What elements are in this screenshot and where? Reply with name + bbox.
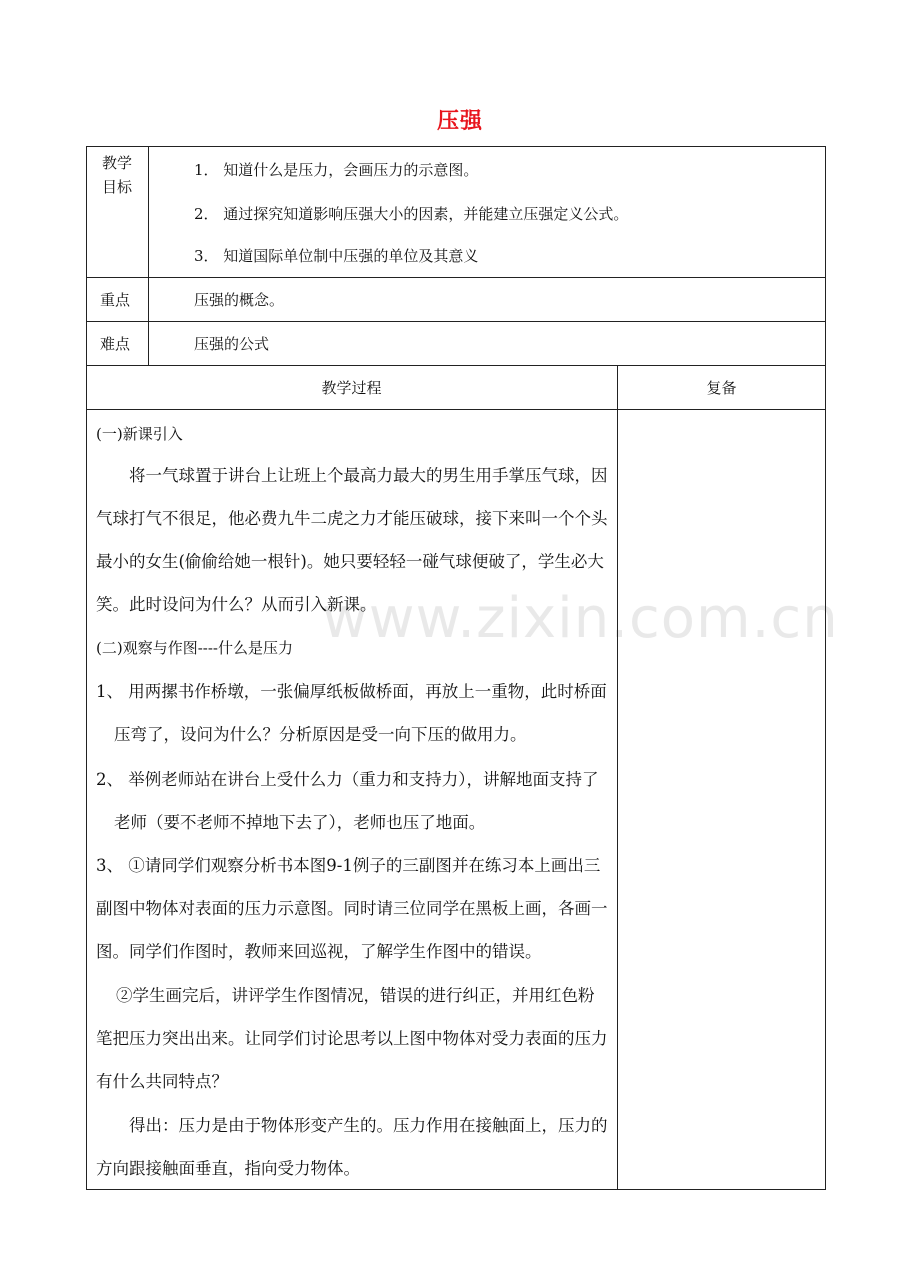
page-title: 压强 xyxy=(436,109,483,134)
objectives-label-line2: 目标 xyxy=(102,178,133,196)
conclusion-paragraph: 得出：压力是由于物体形变产生的。压力作用在接触面上，压力的方向跟接触面垂直，指向受力物体。 xyxy=(96,1116,608,1178)
step-3-paragraph: 3、 ①请同学们观察分析书本图9-1例子的三副图并在练习本上画出三副图中物体对表面的压力示意图。同时请三位同学在黑板上画，各画一图。同学们作图时，教师来回巡视，了解学生作图中的错误。 xyxy=(96,856,608,961)
step-1-paragraph: 1、 用两摞书作桥墩，一张偏厚纸板做桥面，再放上一重物，此时桥面压弯了，设问为什么？分析原因是受一向下压的做用力。 xyxy=(96,682,607,744)
row-divider-key-point xyxy=(86,321,826,322)
objective-item-2: 2． 通过探究知道影响压强大小的因素，并能建立压强定义公式。 xyxy=(194,205,629,223)
col-divider-review xyxy=(617,365,618,1190)
key-point-content: 压强的概念。 xyxy=(194,291,285,309)
objectives-label-line1: 教学 xyxy=(102,154,133,172)
row-divider-header xyxy=(86,409,826,410)
col-divider-label xyxy=(148,146,149,365)
key-point-label: 重点 xyxy=(100,291,131,309)
row-divider-objectives xyxy=(86,277,826,278)
row-divider-difficulty xyxy=(86,365,826,366)
section-intro-heading: (一)新课引入 xyxy=(96,425,183,443)
watermark: www.zixin.com.cn xyxy=(322,586,839,651)
review-header: 复备 xyxy=(706,379,737,397)
step-2-paragraph: 2、 举例老师站在讲台上受什么力（重力和支持力），讲解地面支持了老师（要不老师不掉地下去了），老师也压了地面。 xyxy=(96,770,599,832)
intro-paragraph: 将一气球置于讲台上让班上个最高力最大的男生用手掌压气球，因气球打气不很足，他必费九牛二虎之力才能压破球，接下来叫一个个头最小的女生(偷偷给她一根针)。她只要轻轻一碰气球便破了，学生必大笑。此时设问为什么？从而引入新课。 xyxy=(96,466,608,614)
difficulty-content: 压强的公式 xyxy=(194,335,270,353)
objective-item-1: 1． 知道什么是压力，会画压力的示意图。 xyxy=(194,161,479,179)
step-3b-paragraph: ②学生画完后，讲评学生作图情况，错误的进行纠正，并用红色粉笔把压力突出出来。让同学们讨论思考以上图中物体对受力表面的压力有什么共同特点？ xyxy=(96,986,608,1091)
difficulty-label: 难点 xyxy=(100,335,131,353)
section-observe-heading: (二)观察与作图----什么是压力 xyxy=(96,639,293,657)
objective-item-3: 3． 知道国际单位制中压强的单位及其意义 xyxy=(194,247,479,265)
process-header: 教学过程 xyxy=(321,379,382,397)
